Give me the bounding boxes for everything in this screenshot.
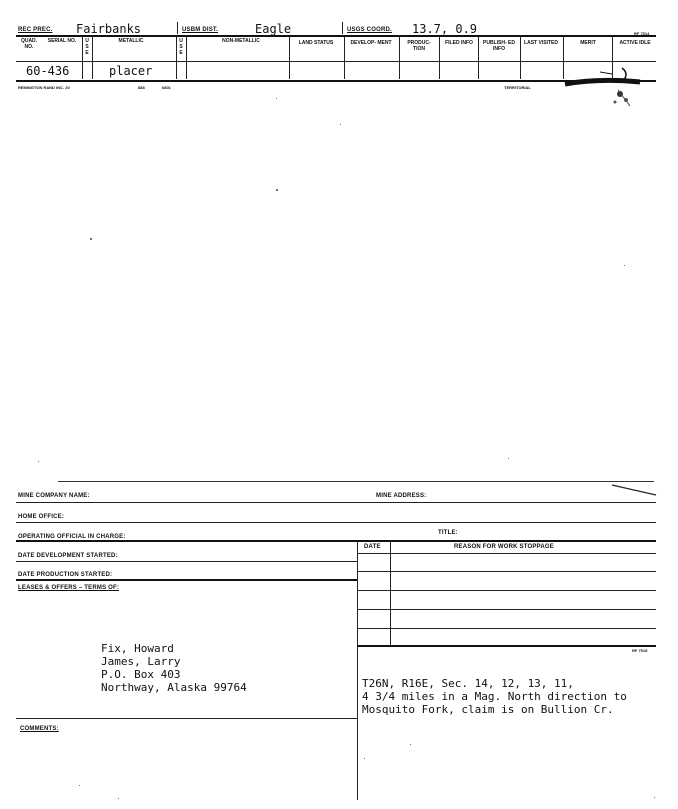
speck <box>624 265 625 266</box>
col-non-metallic: NON-METALLIC <box>222 38 260 44</box>
territorial-label: TERRITORIAL <box>504 85 531 90</box>
rule <box>357 553 656 554</box>
divider <box>186 36 187 79</box>
divider <box>177 22 178 34</box>
divider <box>399 36 400 79</box>
printer-code-b: 6801 <box>162 85 171 90</box>
owner-line-4: Northway, Alaska 99764 <box>101 681 247 694</box>
rule <box>357 590 656 591</box>
home-office-label: HOME OFFICE: <box>18 514 65 520</box>
location-line-2: 4 3/4 miles in a Mag. North direction to <box>362 690 627 703</box>
rule <box>357 609 656 610</box>
usbm-dist-value: Eagle <box>255 22 292 36</box>
speck <box>340 124 341 125</box>
divider <box>92 36 93 79</box>
rec-prec-label: REC PREC. <box>18 27 53 33</box>
ink-stamp-mark <box>560 60 660 110</box>
metallic-value: placer <box>109 64 153 78</box>
title-label: TITLE: <box>438 530 458 536</box>
location-line-3: Mosquito Fork, claim is on Bullion Cr. <box>362 703 614 716</box>
col-development: DEVELOP- MENT <box>350 40 392 46</box>
reason-col-label: REASON FOR WORK STOPPAGE <box>454 544 554 550</box>
col-serial-no: SERIAL NO. <box>47 38 77 44</box>
col-land-status: LAND STATUS <box>298 40 334 46</box>
col-use-2: U S E <box>179 38 183 56</box>
usbm-dist-label: USBM DIST. <box>182 27 219 33</box>
date-production-started-label: DATE PRODUCTION STARTED: <box>18 572 113 578</box>
corner-stroke <box>610 482 660 498</box>
col-filed-info: FILED INFO <box>445 40 473 46</box>
rule <box>357 628 656 629</box>
speck <box>410 744 411 745</box>
col-active-idle: ACTIVE IDLE <box>619 40 651 46</box>
rule <box>16 522 656 523</box>
leases-offers-label: LEASES & OFFERS – TERMS OF: <box>18 585 120 591</box>
rule <box>16 579 357 581</box>
col-published-info: PUBLISH- ED INFO <box>483 40 515 52</box>
divider <box>439 36 440 79</box>
col-use-1: U S E <box>85 38 89 56</box>
speck <box>90 238 92 240</box>
divider <box>344 36 345 79</box>
rec-prec-value: Fairbanks <box>76 22 142 36</box>
owner-line-3: P.O. Box 403 <box>101 668 181 681</box>
rule <box>16 540 656 542</box>
owner-line-1: Fix, Howard <box>101 642 174 655</box>
divider <box>390 540 391 646</box>
printer-code-a: 888 <box>138 85 145 90</box>
rule <box>16 561 357 562</box>
divider <box>289 36 290 79</box>
owner-line-2: James, Larry <box>101 655 181 668</box>
operating-official-label: OPERATING OFFICIAL IN CHARGE: <box>18 534 126 540</box>
usgs-coord-label: USGS COORD. <box>347 27 392 33</box>
rule <box>357 571 656 572</box>
col-quad-no: QUAD. NO. <box>20 38 38 50</box>
col-metallic: METALLIC <box>118 38 144 44</box>
lower-top-line <box>58 481 654 482</box>
col-last-visited: LAST VISITED <box>524 40 558 46</box>
divider <box>520 36 521 79</box>
speck <box>79 785 80 786</box>
col-production: PRODUC- TION <box>407 40 431 52</box>
speck <box>38 461 39 462</box>
divider <box>176 36 177 79</box>
rule <box>16 718 357 719</box>
usgs-coord-value: 13.7, 0.9 <box>412 22 478 36</box>
divider <box>82 36 83 79</box>
date-development-started-label: DATE DEVELOPMENT STARTED: <box>18 553 118 559</box>
col-merit: MERIT <box>580 40 596 46</box>
mine-company-name-label: MINE COMPANY NAME: <box>18 493 90 499</box>
speck <box>276 189 278 191</box>
speck <box>364 758 365 759</box>
rule <box>357 645 656 647</box>
printer-label: REMINGTON RAND INC. 20 <box>18 85 70 90</box>
divider <box>342 22 343 34</box>
comments-label: COMMENTS: <box>20 726 59 732</box>
form-code: RF 7514 <box>634 31 650 36</box>
speck <box>508 458 509 459</box>
speck <box>118 798 119 799</box>
speck <box>276 98 277 99</box>
date-col-label: DATE <box>364 544 381 550</box>
speck <box>654 797 655 798</box>
header-line <box>16 35 656 37</box>
serial-value: 60-436 <box>26 64 70 78</box>
mine-address-label: MINE ADDRESS: <box>376 493 427 499</box>
divider <box>357 540 358 800</box>
rule <box>16 502 656 503</box>
form-code-lower: RF 7515 <box>632 648 648 653</box>
divider <box>478 36 479 79</box>
location-line-1: T26N, R16E, Sec. 14, 12, 13, 11, <box>362 677 574 690</box>
